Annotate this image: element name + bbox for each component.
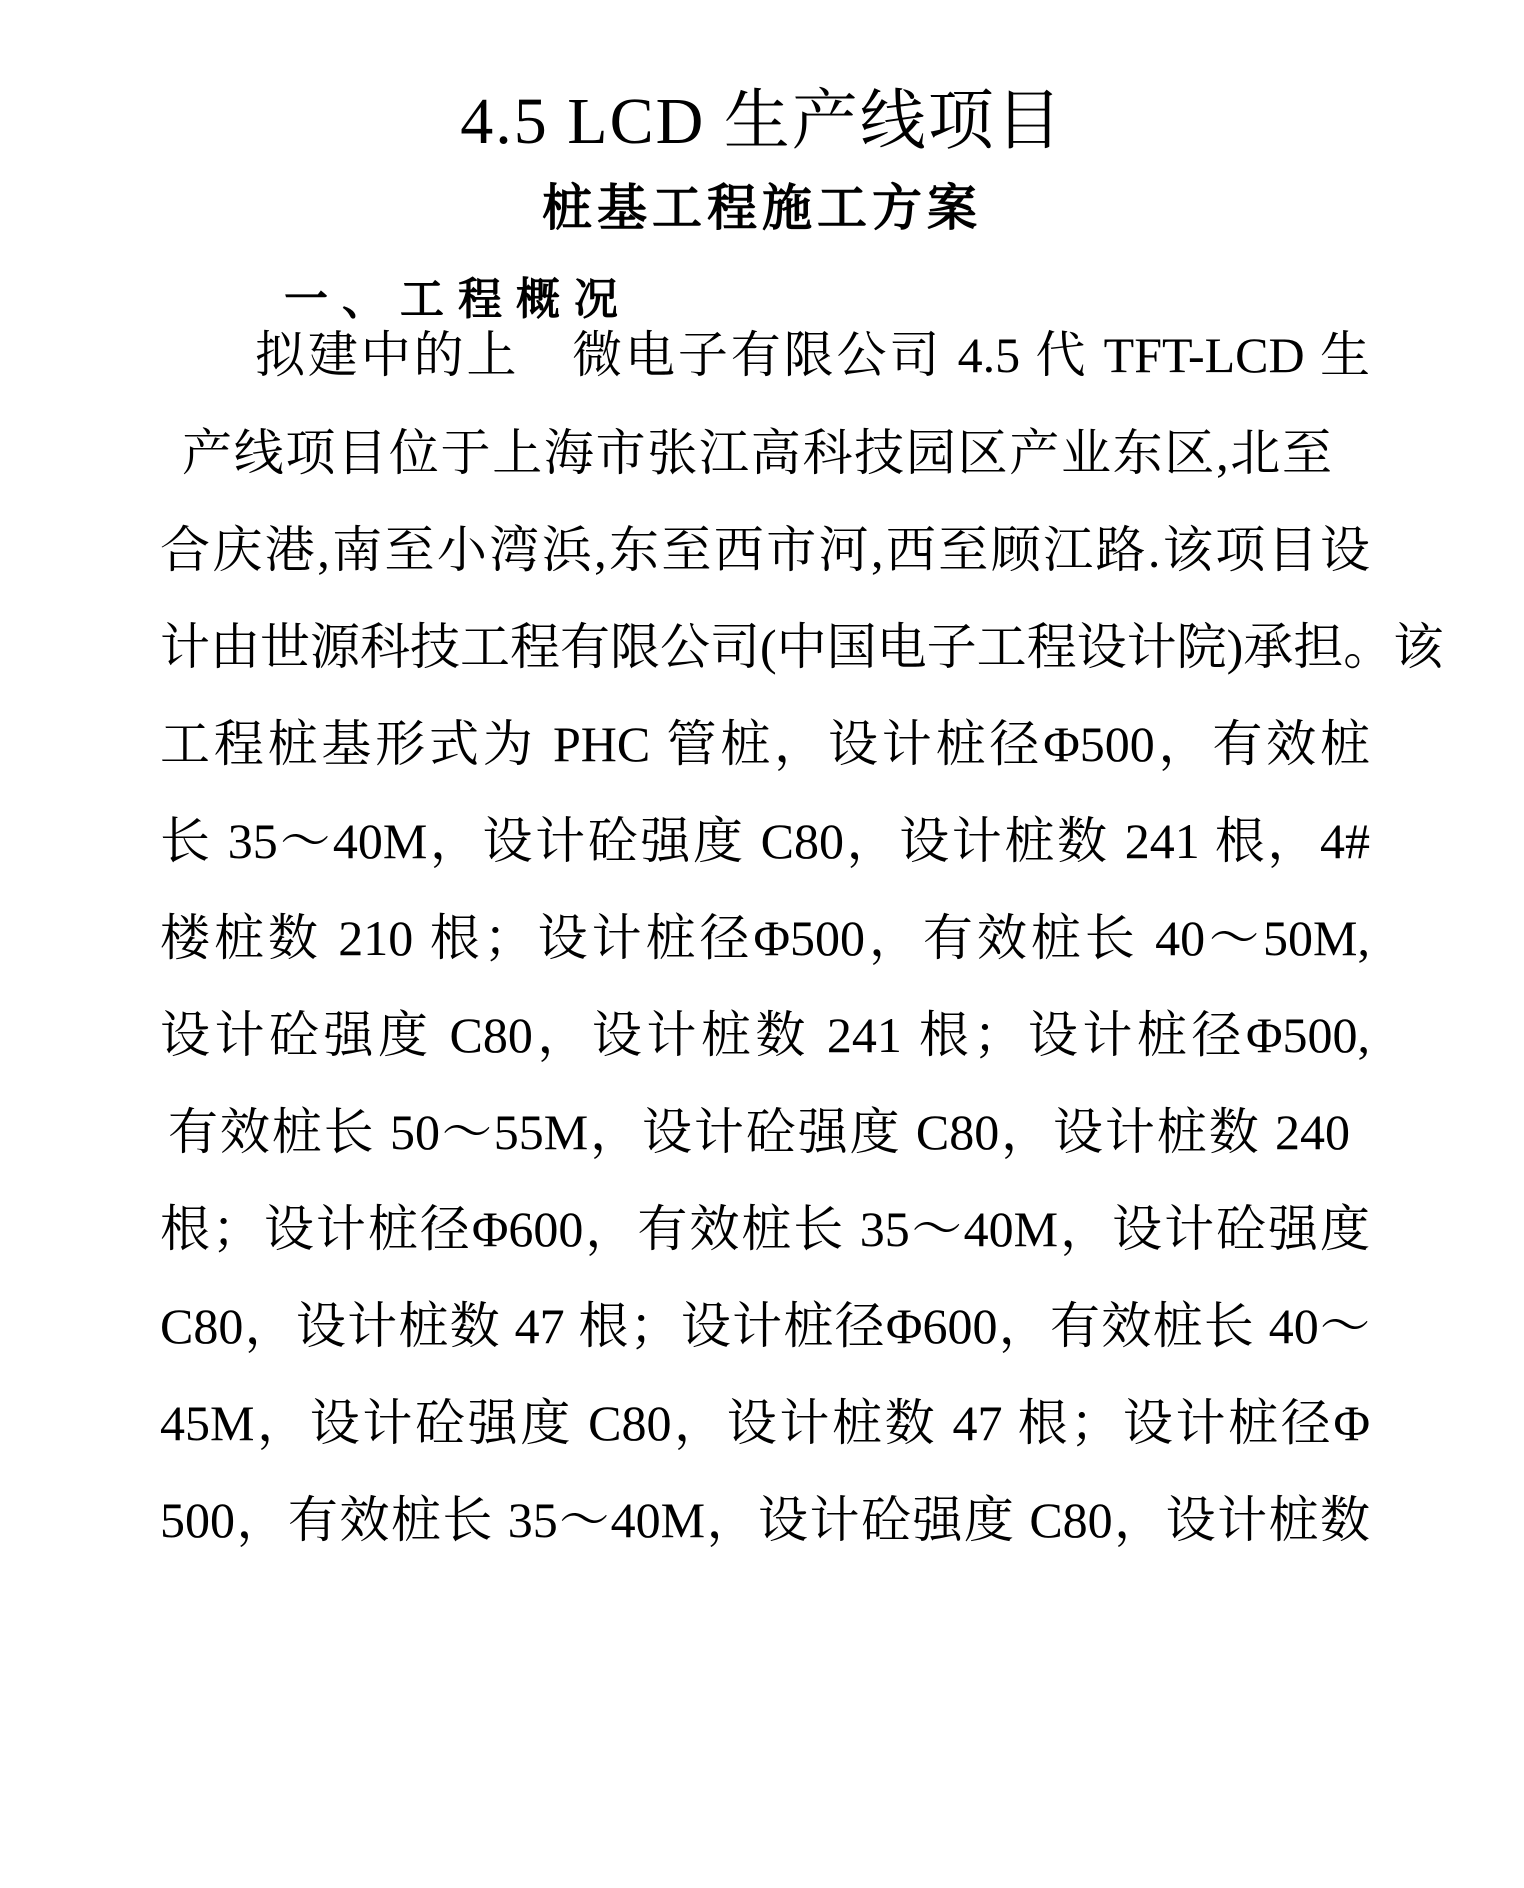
body-line: C80，设计桩数 47 根；设计桩径Φ600，有效桩长 40～ bbox=[160, 1298, 1370, 1354]
body-line: 根；设计桩径Φ600，有效桩长 35～40M，设计砼强度 bbox=[160, 1201, 1370, 1257]
body-line: 有效桩长 50～55M，设计砼强度 C80，设计桩数 240 bbox=[168, 1104, 1350, 1160]
body-line: 设计砼强度 C80，设计桩数 241 根；设计桩径Φ500, bbox=[160, 1007, 1370, 1063]
body-line: 拟建中的上 微电子有限公司 4.5 代 TFT-LCD 生 bbox=[255, 327, 1370, 383]
body-line: 工程桩基形式为 PHC 管桩，设计桩径Φ500，有效桩 bbox=[160, 716, 1370, 772]
body-line: 产线项目位于上海市张江高科技园区产业东区,北至 bbox=[182, 425, 1332, 481]
body-line: 500，有效桩长 35～40M，设计砼强度 C80，设计桩数 bbox=[160, 1492, 1370, 1548]
document-subtitle: 桩基工程施工方案 bbox=[542, 179, 982, 237]
body-line: 合庆港,南至小湾浜,东至西市河,西至顾江路.该项目设 bbox=[160, 522, 1370, 578]
section-heading: 一、工程概况 bbox=[284, 274, 632, 325]
document-title: 4.5 LCD 生产线项目 bbox=[460, 85, 1064, 158]
body-line: 长 35～40M，设计砼强度 C80，设计桩数 241 根，4# bbox=[160, 813, 1370, 869]
body-line: 45M，设计砼强度 C80，设计桩数 47 根；设计桩径Φ bbox=[160, 1395, 1370, 1451]
body-line: 计由世源科技工程有限公司(中国电子工程设计院)承担。该 bbox=[160, 619, 1444, 675]
body-line: 楼桩数 210 根；设计桩径Φ500，有效桩长 40～50M, bbox=[160, 910, 1370, 966]
